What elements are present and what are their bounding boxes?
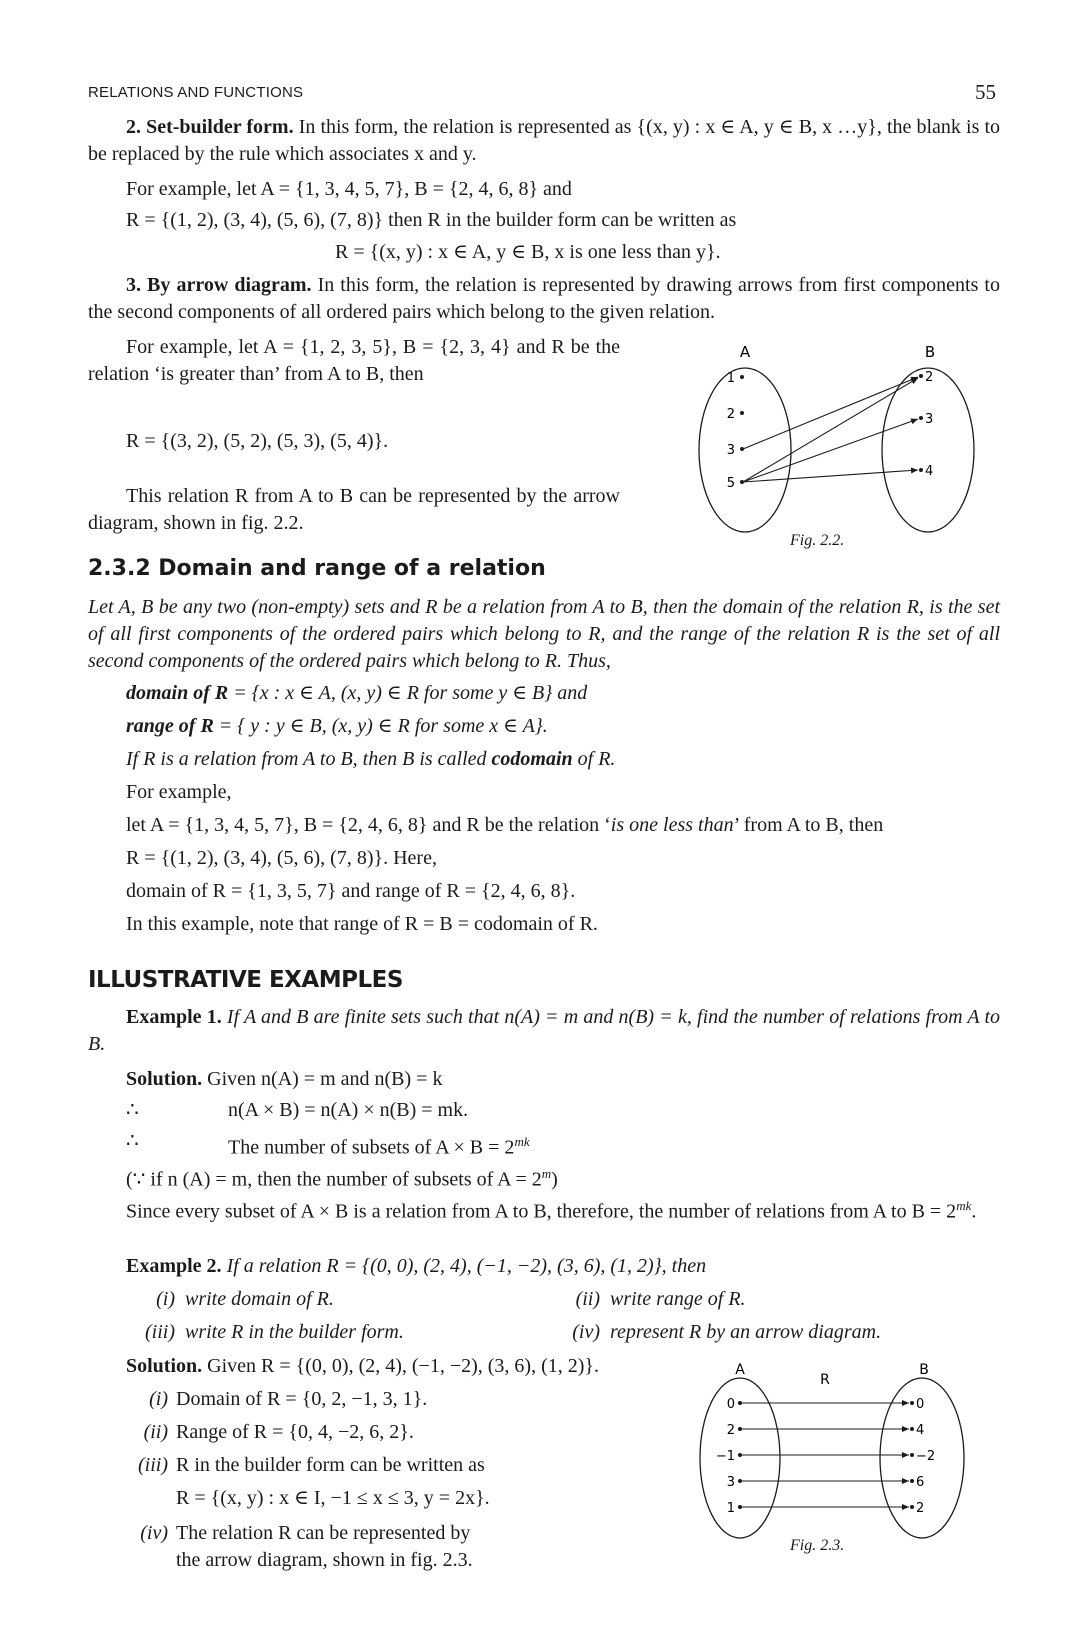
therefore-symbol: ∴ xyxy=(126,1130,139,1152)
example1 xyxy=(88,1004,1000,1058)
illustrative-heading: ILLUSTRATIVE EXAMPLES xyxy=(88,967,403,993)
page-number: 55 xyxy=(975,80,996,104)
fig22-b-dot xyxy=(919,468,923,472)
running-header: RELATIONS AND FUNCTIONS xyxy=(88,84,304,101)
solution1-label: Solution. xyxy=(126,1068,203,1090)
fig23-b-element: 2 xyxy=(916,1501,925,1516)
arrow-form-paragraph xyxy=(88,272,1000,326)
solution1-given: Given n(A) = m and n(B) = k xyxy=(202,1068,443,1090)
fig23-a-element: 0 xyxy=(726,1397,735,1412)
solution1-line5-sup: mk xyxy=(956,1198,972,1213)
fig22-b-dot xyxy=(919,374,923,378)
fig22-a-element: 1 xyxy=(726,371,735,386)
section-heading: 2.3.2 Domain and range of a relation xyxy=(88,556,546,581)
part-text: represent R by an arrow diagram. xyxy=(610,1321,882,1343)
arrow-example-line1: For example, let A = {1, 2, 3, 5}, B = {2, 3, 4} and R be the relation ‘is greater than’ from A to B, then xyxy=(88,336,620,385)
solution2-iii xyxy=(126,1452,485,1479)
codomain-pre: If R is a relation from A to B, then B is called xyxy=(126,748,492,770)
solution2-iii-text: R in the builder form can be written as xyxy=(176,1454,485,1476)
fig23-relation-label: R xyxy=(820,1372,830,1388)
example2 xyxy=(126,1253,706,1280)
fig22-b-element: 3 xyxy=(925,412,934,427)
ex-line1-pre: let A = {1, 3, 4, 5, 7}, B = {2, 4, 6, 8} and R be the relation ‘ xyxy=(126,814,611,836)
setbuilder-example-line2: R = {(1, 2), (3, 4), (5, 6), (7, 8)} then R in the builder form can be written as xyxy=(126,209,737,231)
fig22-set-a-label: A xyxy=(739,343,751,361)
domain-definition xyxy=(126,680,587,707)
solution2-given-text: Given R = {(0, 0), (2, 4), (−1, −2), (3, 6), (1, 2)}. xyxy=(202,1355,600,1377)
fig23-b-element: 6 xyxy=(916,1475,925,1490)
solution1-line3 xyxy=(228,1128,530,1162)
example2-label: Example 2. xyxy=(126,1255,222,1277)
solution1-line3-sup: mk xyxy=(514,1134,530,1149)
fig23-a-dot xyxy=(738,1401,742,1405)
solution2-iv-line2: the arrow diagram, shown in fig. 2.3. xyxy=(176,1549,473,1571)
fig22-arrow-3-2 xyxy=(743,377,918,449)
fig23-b-element: −2 xyxy=(916,1449,936,1464)
setbuilder-paragraph xyxy=(88,114,1000,168)
part-number: (iii) xyxy=(145,1321,175,1343)
solution2-iii-R: R = {(x, y) : x ∈ I, −1 ≤ x ≤ 3, y = 2x}. xyxy=(176,1487,490,1509)
solution1-line5-end: . xyxy=(971,1200,977,1223)
ex-line1-italic: is one less than xyxy=(610,814,734,836)
arrow-example-R: R = {(3, 2), (5, 2), (5, 3), (5, 4)}. xyxy=(126,430,389,452)
fig23-a-dot xyxy=(738,1427,742,1431)
fig22-b-element: 4 xyxy=(925,464,934,479)
solution2-ii xyxy=(126,1419,414,1446)
fig23-a-element: 3 xyxy=(726,1475,735,1490)
fig23-a-dot xyxy=(738,1453,742,1457)
part-number: (i) xyxy=(156,1288,175,1310)
fig23-b-dot xyxy=(910,1453,914,1457)
solution1-line4-text: (∵ if n (A) = m, then the number of subsets of A = 2 xyxy=(126,1168,542,1191)
fig22-arrow-5-2 xyxy=(743,378,918,482)
solution2-ii-text: Range of R = {0, 4, −2, 6, 2}. xyxy=(176,1421,414,1443)
example1-label: Example 1. xyxy=(126,1006,222,1028)
fig23-a-element: 1 xyxy=(726,1501,735,1516)
solution1-line4-sup: m xyxy=(541,1166,552,1181)
fig22-a-dot xyxy=(740,375,744,379)
part-text: write domain of R. xyxy=(185,1288,334,1310)
solution1-line5-text: Since every subset of A × B is a relation from A to B, therefore, the number of relations from A to B = 2 xyxy=(126,1200,957,1223)
solution1-line4 xyxy=(126,1160,558,1194)
fig23-set-a-label: A xyxy=(735,1362,745,1378)
part-number: (iii) xyxy=(138,1454,168,1476)
range-label: range of R xyxy=(126,715,214,737)
fig23-set-b-label: B xyxy=(919,1362,929,1378)
fig22-a-element: 3 xyxy=(726,443,735,458)
fig22-arrow-5-3 xyxy=(743,419,918,482)
solution1-line5 xyxy=(88,1192,1000,1226)
fig23-b-dot xyxy=(910,1427,914,1431)
arrow-form-title: 3. By arrow diagram. xyxy=(126,274,312,296)
example2-part xyxy=(560,1286,746,1313)
fig-2-3-arrow-diagram xyxy=(680,1360,980,1545)
range-text: = { y : y ∈ B, (x, y) ∈ R for some x ∈ A}. xyxy=(213,715,548,737)
arrow-form-text: In this form, the relation is represented by drawing arrows from first components to the second components of all ordered pairs which belong to the given relation. xyxy=(88,274,1000,323)
fig23-b-dot xyxy=(910,1505,914,1509)
section-definition: Let A, B be any two (non-empty) sets and R be a relation from A to B, then the domain of the relation R, is the set of all first components of the ordered pairs which belong to R, and the range of the relation R is the set of all second components of the ordered pairs which belong to R. Thus, xyxy=(88,596,1000,672)
fig23-a-element: 2 xyxy=(726,1423,735,1438)
fig22-a-element: 2 xyxy=(726,407,735,422)
fig22-b-dot xyxy=(919,416,923,420)
example1-text: If A and B are finite sets such that n(A) = m and n(B) = k, find the number of relations from A to B. xyxy=(88,1006,1000,1055)
example2-part xyxy=(560,1319,881,1346)
example2-text: If a relation R = {(0, 0), (2, 4), (−1, −2), (3, 6), (1, 2)}, then xyxy=(221,1255,707,1277)
fig22-arrow-5-4 xyxy=(743,470,918,482)
solution1-line4-end: ) xyxy=(551,1168,558,1191)
fig23-a-dot xyxy=(738,1479,742,1483)
codomain-definition xyxy=(126,746,615,773)
solution2-iv-line1: The relation R can be represented by xyxy=(176,1522,471,1544)
setbuilder-title: 2. Set-builder form. xyxy=(126,116,294,138)
range-definition xyxy=(126,713,548,740)
fig22-set-b-label: B xyxy=(924,343,936,361)
ex-line1-post: ’ from A to B, then xyxy=(733,814,884,836)
domain-label: domain of R xyxy=(126,682,229,704)
solution2-given xyxy=(126,1353,599,1380)
solution2-i xyxy=(126,1386,427,1413)
section-example-line1 xyxy=(126,812,883,839)
example2-part xyxy=(131,1319,404,1346)
solution2-iv xyxy=(126,1520,470,1547)
part-number: (iv) xyxy=(572,1321,600,1343)
fig23-b-dot xyxy=(910,1479,914,1483)
part-number: (i) xyxy=(149,1388,168,1410)
fig-2-2-arrow-diagram xyxy=(680,340,1000,555)
part-number: (ii) xyxy=(575,1288,600,1310)
section-example-line3: domain of R = {1, 3, 5, 7} and range of R = {2, 4, 6, 8}. xyxy=(126,880,576,902)
solution2-i-text: Domain of R = {0, 2, −1, 3, 1}. xyxy=(176,1388,428,1410)
setbuilder-text: In this form, the relation is represented as {(x, y) : x ∈ A, y ∈ B, x …y}, the blank is to be replaced by the rule which associates x and y. xyxy=(88,116,1000,165)
fig22-a-dot xyxy=(740,411,744,415)
fig22-set-a-ellipse xyxy=(699,368,791,532)
solution1-line2: n(A × B) = n(A) × n(B) = mk. xyxy=(228,1099,469,1121)
codomain-post: of R. xyxy=(572,748,616,770)
fig22-b-element: 2 xyxy=(925,370,934,385)
solution2-label: Solution. xyxy=(126,1355,203,1377)
fig23-b-element: 0 xyxy=(916,1397,925,1412)
part-text: write range of R. xyxy=(610,1288,746,1310)
part-text: write R in the builder form. xyxy=(185,1321,404,1343)
fig23-caption: Fig. 2.3. xyxy=(790,1537,845,1554)
section-example-line4: In this example, note that range of R = B = codomain of R. xyxy=(126,913,598,935)
solution1-line3-text: The number of subsets of A × B = 2 xyxy=(228,1136,515,1159)
setbuilder-example-line1: For example, let A = {1, 3, 4, 5, 7}, B = {2, 4, 6, 8} and xyxy=(126,178,572,200)
fig23-b-element: 4 xyxy=(916,1423,925,1438)
example2-part xyxy=(131,1286,334,1313)
setbuilder-example-line3: R = {(x, y) : x ∈ A, y ∈ B, x is one less than y}. xyxy=(335,241,721,263)
for-example-label: For example, xyxy=(126,781,232,803)
fig22-set-b-ellipse xyxy=(882,368,974,532)
fig23-a-dot xyxy=(738,1505,742,1509)
fig22-caption: Fig. 2.2. xyxy=(790,532,845,549)
fig22-a-element: 5 xyxy=(726,476,735,491)
fig23-b-dot xyxy=(910,1401,914,1405)
therefore-symbol: ∴ xyxy=(126,1099,139,1121)
part-number: (iv) xyxy=(140,1522,168,1544)
solution1-line1 xyxy=(126,1066,442,1093)
domain-text: = {x : x ∈ A, (x, y) ∈ R for some y ∈ B} and xyxy=(228,682,588,704)
fig23-a-element: −1 xyxy=(715,1449,735,1464)
part-number: (ii) xyxy=(143,1421,168,1443)
codomain-word: codomain xyxy=(491,748,573,770)
arrow-example-line3: This relation R from A to B can be represented by the arrow diagram, shown in fig. 2.2. xyxy=(88,485,620,534)
section-example-line2: R = {(1, 2), (3, 4), (5, 6), (7, 8)}. Here, xyxy=(126,847,437,869)
